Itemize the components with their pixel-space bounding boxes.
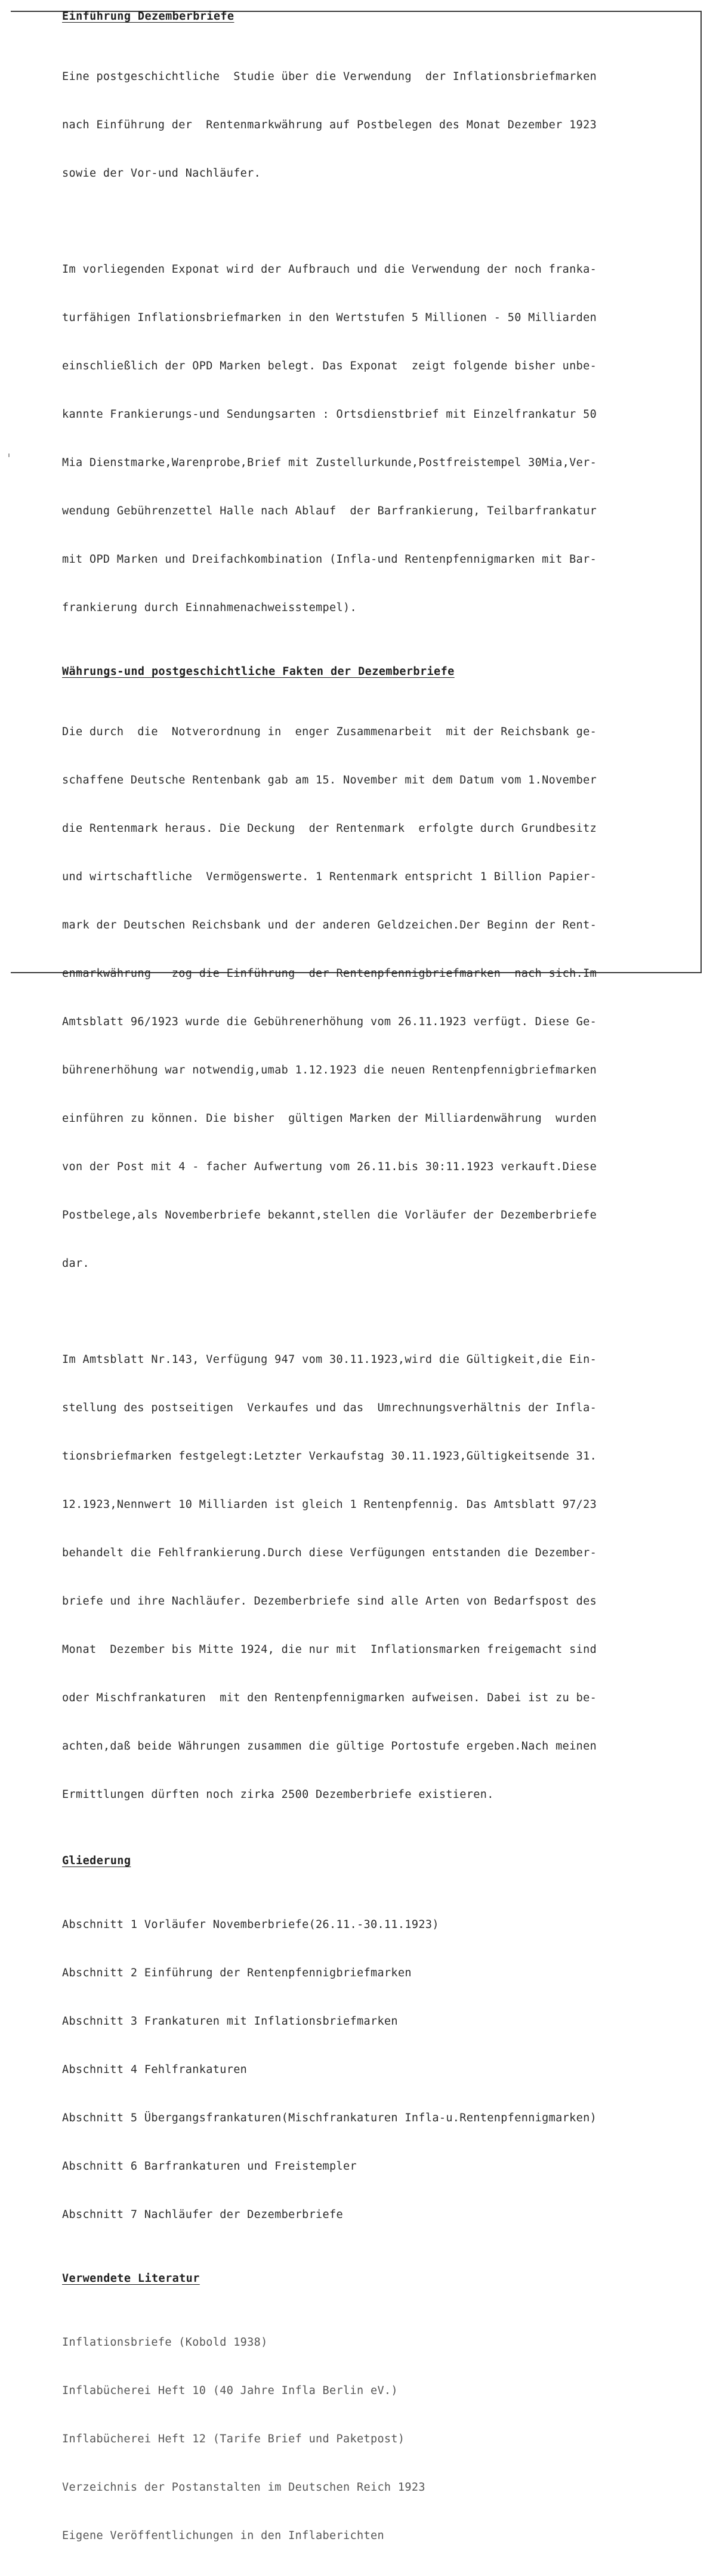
text-line: die Rentenmark heraus. Die Deckung der Rentenmark erfolgte durch Grundbesitz [62,822,597,835]
outline-list [62,1884,705,2255]
literature-heading: Verwendete Literatur [62,2272,200,2285]
literature-list [62,2302,705,2576]
literature-item: Inflationsbriefe (Kobold 1938) [62,2336,268,2349]
text-line: sowie der Vor-und Nachläufer. [62,167,261,180]
outline-heading: Gliederung [62,1855,131,1867]
literature-item: Inflabücherei Heft 12 (Tarife Brief und Paketpost) [62,2433,405,2445]
intro-paragraph-1 [62,36,705,214]
literature-item: Eigene Veröffentlichungen in den Inflaberichten [62,2529,384,2542]
intro-heading: Einführung Dezemberbriefe [62,10,234,23]
text-line: wendung Gebührenzettel Halle nach Ablauf der Barfrankierung, Teilbarfrankatur [62,505,597,517]
text-line: Monat Dezember bis Mitte 1924, die nur mit Inflationsmarken freigemacht sind [62,1643,597,1656]
text-line: von der Post mit 4 - facher Aufwertung vom 26.11.bis 30:11.1923 verkauft.Diese [62,1161,597,1173]
text-line: Mia Dienstmarke,Warenprobe,Brief mit Zustellurkunde,Postfreistempel 30Mia,Ver- [62,456,597,469]
text-line: briefe und ihre Nachläufer. Dezemberbriefe sind alle Arten von Bedarfspost des [62,1595,597,1608]
text-line: tionsbriefmarken festgelegt:Letzter Verkaufstag 30.11.1923,Gültigkeitsende 31. [62,1450,597,1463]
text-line: schaffene Deutsche Rentenbank gab am 15. November mit dem Datum vom 1.November [62,774,597,786]
text-line: und wirtschaftliche Vermögenswerte. 1 Rentenmark entspricht 1 Billion Papier- [62,871,597,883]
text-line: kannte Frankierungs-und Sendungsarten : Ortsdienstbrief mit Einzelfrankatur 50 [62,408,597,421]
text-line: behandelt die Fehlfrankierung.Durch diese Verfügungen entstanden die Dezember- [62,1547,597,1559]
outline-item: Abschnitt 7 Nachläufer der Dezemberbriefe [62,2208,344,2221]
text-line: Eine postgeschichtliche Studie über die Verwendung der Inflationsbriefmarken [62,70,597,83]
text-line: stellung des postseitigen Verkaufes und das Umrechnungsverhältnis der Infla- [62,1402,597,1414]
text-line: Postbelege,als Novemberbriefe bekannt,stellen die Vorläufer der Dezemberbriefe [62,1209,597,1221]
text-line: mark der Deutschen Reichsbank und der anderen Geldzeichen.Der Beginn der Rent- [62,919,597,931]
text-line: turfähigen Inflationsbriefmarken in den Wertstufen 5 Millionen - 50 Milliarden [62,311,597,324]
facts-paragraph-2 [62,1319,705,1835]
outline-item: Abschnitt 2 Einführung der Rentenpfennigbriefmarken [62,1967,412,1979]
text-line: Die durch die Notverordnung in enger Zusammenarbeit mit der Reichsbank ge- [62,726,597,738]
text-line: 12.1923,Nennwert 10 Milliarden ist gleich 1 Rentenpfennig. Das Amtsblatt 97/23 [62,1498,597,1511]
text-line: frankierung durch Einnahmenachweisstempel). [62,601,357,614]
text-line: Amtsblatt 96/1923 wurde die Gebührenerhöhung vom 26.11.1923 verfügt. Diese Ge- [62,1016,597,1028]
literature-item: Inflabücherei Heft 10 (40 Jahre Infla Berlin eV.) [62,2384,398,2397]
text-line: einschließlich der OPD Marken belegt. Das Exponat zeigt folgende bisher unbe- [62,360,597,372]
text-line: dar. [62,1257,90,1270]
outline-item: Abschnitt 4 Fehlfrankaturen [62,2063,248,2076]
text-line: achten,daß beide Währungen zusammen die gültige Portostufe ergeben.Nach meinen [62,1740,597,1753]
text-line: oder Mischfrankaturen mit den Rentenpfennigmarken aufweisen. Dabei ist zu be- [62,1692,597,1704]
facts-heading: Währungs-und postgeschichtliche Fakten der Dezemberbriefe [62,665,455,678]
intro-paragraph-2 [62,229,705,648]
text-line: enmarkwährung zog die Einführung der Rentenpfennigbriefmarken nach sich.Im [62,967,597,980]
literature-item: Verzeichnis der Postanstalten im Deutschen Reich 1923 [62,2481,425,2494]
outline-item: Abschnitt 1 Vorläufer Novemberbriefe(26.11.-30.11.1923) [62,1918,439,1931]
text-line: Im Amtsblatt Nr.143, Verfügung 947 vom 30.11.1923,wird die Gültigkeit,die Ein- [62,1353,597,1366]
outline-item: Abschnitt 3 Frankaturen mit Inflationsbriefmarken [62,2015,398,2028]
document-body [62,8,705,2576]
outline-item: Abschnitt 6 Barfrankaturen und Freistempler [62,2160,357,2173]
text-line: einführen zu können. Die bisher gültigen Marken der Milliardenwährung wurden [62,1112,597,1125]
scan-mark [8,454,10,457]
text-line: Ermittlungen dürften noch zirka 2500 Dezemberbriefe existieren. [62,1788,494,1801]
outline-item: Abschnitt 5 Übergangsfrankaturen(Mischfrankaturen Infla-u.Rentenpfennigmarken) [62,2112,597,2124]
facts-paragraph-1 [62,692,705,1304]
text-line: Im vorliegenden Exponat wird der Aufbrauch und die Verwendung der noch franka- [62,263,597,276]
text-line: nach Einführung der Rentenmarkwährung auf Postbelegen des Monat Dezember 1923 [62,119,597,131]
text-line: bührenerhöhung war notwendig,umab 1.12.1923 die neuen Rentenpfennigbriefmarken [62,1064,597,1076]
text-line: mit OPD Marken und Dreifachkombination (Infla-und Rentenpfennigmarken mit Bar- [62,553,597,566]
